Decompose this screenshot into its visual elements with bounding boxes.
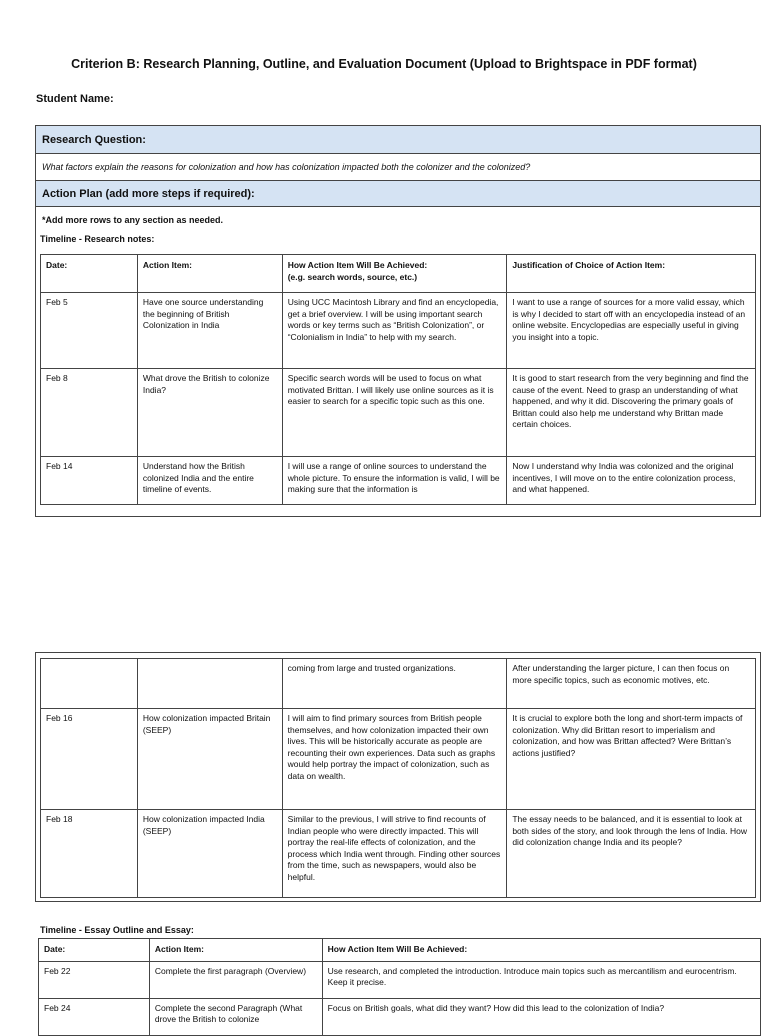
research-timeline-table xyxy=(40,254,756,505)
action-plan-header: Action Plan (add more steps if required): xyxy=(36,180,760,207)
page-title: Criterion B: Research Planning, Outline, and Evaluation Document (Upload to Brightspace in PDF format) xyxy=(71,57,697,71)
cell-action-item xyxy=(137,659,282,709)
cell-date: Feb 16 xyxy=(41,709,138,810)
cell-justification: I want to use a range of sources for a more valid essay, which is why I decided to start off with an encyclopedia instead of an online website. Encyclopedias are especially useful in giving you insight into a topic. xyxy=(507,293,756,369)
cell-how-achieved: Use research, and completed the introduction. Introduce main topics such as mercantilism and eurocentrism. Keep it precise. xyxy=(322,961,760,998)
cell-action-item: Understand how the British colonized India and the entire timeline of events. xyxy=(137,457,282,505)
cell-how-achieved: coming from large and trusted organizations. xyxy=(282,659,507,709)
cell-how-achieved: I will aim to find primary sources from British people themselves, and how colonization impacted their own lives. This will be historically accurate as people are recounting their own experiences. Data such as graphs would help portray the impact of colonization, such as data on wealth. xyxy=(282,709,507,810)
cell-action-item: How colonization impacted Britain (SEEP) xyxy=(137,709,282,810)
table-row xyxy=(41,709,756,810)
header-justification: Justification of Choice of Action Item: xyxy=(507,255,756,293)
add-rows-note: *Add more rows to any section as needed. xyxy=(42,215,224,225)
cell-action-item: What drove the British to colonize India? xyxy=(137,369,282,457)
cell-date xyxy=(41,659,138,709)
cell-date: Feb 5 xyxy=(41,293,138,369)
table-row xyxy=(41,457,756,505)
cell-justification: After understanding the larger picture, I can then focus on more specific topics, such as economic motives, etc. xyxy=(507,659,756,709)
cell-action-item: Complete the first paragraph (Overview) xyxy=(149,961,322,998)
student-name-label: Student Name: xyxy=(36,93,114,105)
table-row xyxy=(39,961,761,998)
table-header-row xyxy=(39,939,761,962)
cell-justification: Now I understand why India was colonized and the original incentives, I will move on to the entire colonization process, and what happened. xyxy=(507,457,756,505)
table-row xyxy=(41,810,756,898)
research-timeline-table-continued xyxy=(40,658,756,898)
header-how-achieved: How Action Item Will Be Achieved: xyxy=(322,939,760,962)
research-plan-box xyxy=(35,125,761,517)
header-date: Date: xyxy=(39,939,150,962)
cell-action-item: Have one source understanding the beginning of British Colonization in India xyxy=(137,293,282,369)
cell-how-achieved: Focus on British goals, what did they want? How did this lead to the colonization of India? xyxy=(322,998,760,1035)
essay-timeline-label: Timeline - Essay Outline and Essay: xyxy=(40,925,194,935)
header-how-achieved-example: (e.g. search words, source, etc.) xyxy=(287,271,418,282)
cell-date: Feb 24 xyxy=(39,998,150,1035)
essay-timeline-table xyxy=(38,938,761,1036)
table-row xyxy=(41,659,756,709)
research-timeline-label: Timeline - Research notes: xyxy=(40,234,155,244)
table-header-row xyxy=(41,255,756,293)
cell-justification: It is good to start research from the very beginning and find the cause of the event. Need to grasp an understanding of what happened, and why it did. Discovering the primary goals of Brittan could also help me understand why Brittan made certain choices. xyxy=(507,369,756,457)
header-how-achieved xyxy=(282,255,507,293)
cell-justification: It is crucial to explore both the long and short-term impacts of colonization. Why did Brittan resort to imperialism and colonization, and how was Brittan affected? Were Brittan’s actions justified? xyxy=(507,709,756,810)
cell-date: Feb 14 xyxy=(41,457,138,505)
research-question-text: What factors explain the reasons for colonization and how has colonization impacted both the colonizer and the colonized? xyxy=(42,162,531,172)
cell-how-achieved: Similar to the previous, I will strive to find recounts of Indian people who were directly impacted. This will portray the real-life effects of colonization, and the process which India went through. Finding other sources from the time, such as newspapers, would also be helpful. xyxy=(282,810,507,898)
cell-date: Feb 18 xyxy=(41,810,138,898)
cell-action-item: Complete the second Paragraph (What drove the British to colonize xyxy=(149,998,322,1035)
header-date: Date: xyxy=(41,255,138,293)
cell-date: Feb 22 xyxy=(39,961,150,998)
research-plan-continued-box xyxy=(35,652,761,902)
cell-action-item: How colonization impacted India (SEEP) xyxy=(137,810,282,898)
header-how-achieved-label: How Action Item Will Be Achieved: xyxy=(287,260,428,270)
research-question-header: Research Question: xyxy=(36,126,760,154)
table-row xyxy=(41,369,756,457)
header-action-item: Action Item: xyxy=(149,939,322,962)
table-row xyxy=(41,293,756,369)
header-action-item: Action Item: xyxy=(137,255,282,293)
table-row xyxy=(39,998,761,1035)
cell-how-achieved: Specific search words will be used to focus on what motivated Brittan. I will likely use online sources as it is easier to search for a specific topic such as this one. xyxy=(282,369,507,457)
cell-justification: The essay needs to be balanced, and it is essential to look at both sides of the story, and look through the lens of India. How did colonization change India and its people? xyxy=(507,810,756,898)
cell-how-achieved: I will use a range of online sources to understand the whole picture. To ensure the information is valid, I will be making sure that the information is xyxy=(282,457,507,505)
cell-date: Feb 8 xyxy=(41,369,138,457)
cell-how-achieved: Using UCC Macintosh Library and find an encyclopedia, get a brief overview. I will be using important search words or key terms such as “British Colonization”, or “Colonialism in India” to help with my search. xyxy=(282,293,507,369)
